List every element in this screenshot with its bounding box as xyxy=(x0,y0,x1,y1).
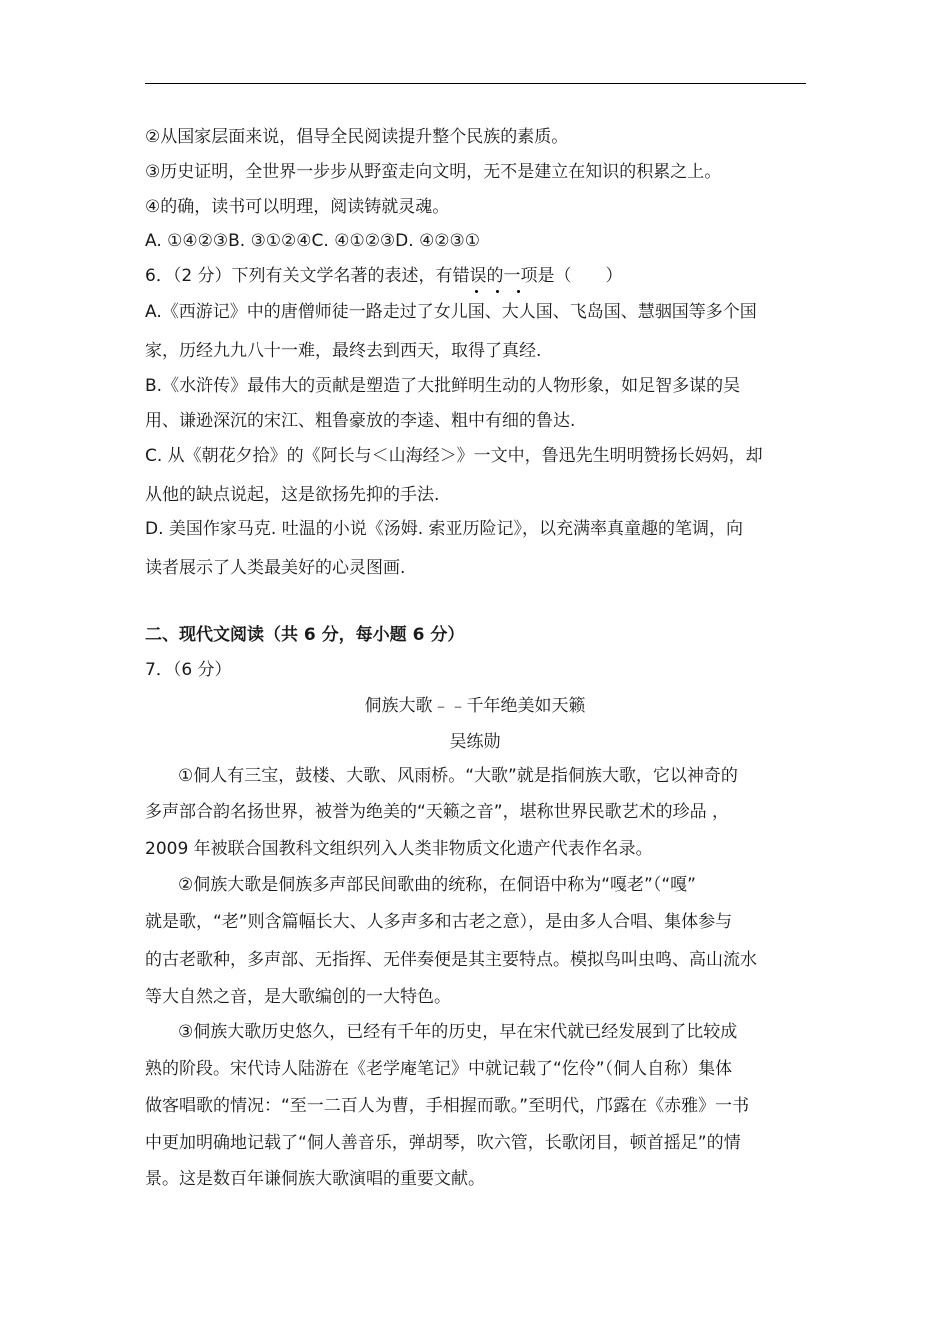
q6-stem-emphasis: 有错误 xyxy=(435,266,487,286)
emphasis-dot xyxy=(475,290,478,293)
article-title: 侗族大歌﹣﹣千年绝美如天籁 xyxy=(364,696,586,716)
q7-label: 7．（6 分） xyxy=(145,660,232,680)
paragraph-2-line3: 的古老歌种，多声部、无指挥、无伴奏便是其主要特点。模拟鸟叫虫鸣、高山流水 xyxy=(145,950,757,970)
paragraph-3-line3: 做客唱歌的情况：“至一二百人为曹，手相握而歌。”至明代，邝露在《赤雅》一书 xyxy=(145,1096,750,1116)
statement-2: ②从国家层面来说，倡导全民阅读提升整个民族的素质。 xyxy=(145,127,569,147)
q6-option-d-line2: 读者展示了人类最美好的心灵图画. xyxy=(145,558,406,578)
statement-4: ④的确，读书可以明理，阅读铸就灵魂。 xyxy=(145,197,450,217)
paragraph-3-line4: 中更加明确地记载了“侗人善音乐，弹胡琴，吹六管，长歌闭目，顿首摇足”的情 xyxy=(145,1133,741,1153)
emphasis-dot xyxy=(517,290,520,293)
q6-option-c-line1: C. 从《朝花夕拾》的《阿长与＜山海经＞》一文中，鲁迅先生明明赞扬长妈妈，却 xyxy=(145,446,763,466)
q6-option-a-line1: A.《西游记》中的唐僧师徒一路走过了女儿国、大人国、飞岛国、慧骃国等多个国 xyxy=(145,302,757,322)
q6-option-d-line1: D. 美国作家马克. 吐温的小说《汤姆. 索亚历险记》，以充满率真童趣的笔调，向 xyxy=(145,519,744,539)
q6-stem-pre: 6．（2 分）下列有关文学名著的表述， xyxy=(145,266,436,286)
paragraph-1-line3: 2009 年被联合国教科文组织列入人类非物质文化遗产代表作名录。 xyxy=(145,839,653,859)
q6-stem xyxy=(145,265,623,287)
q6-stem-post: 的一项是（ ） xyxy=(486,266,623,286)
emphasis-dot xyxy=(496,290,499,293)
section-heading: 二、现代文阅读（共 6 分，每小题 6 分） xyxy=(145,625,465,645)
q6-option-a-line2: 家，历经九九八十一难，最终去到西天，取得了真经. xyxy=(145,341,542,361)
q5-options: A. ①④②③B. ③①②④C. ④①②③D. ④②③① xyxy=(145,231,481,251)
paragraph-1-line1: ①侗人有三宝，鼓楼、大歌、风雨桥。“大歌”就是指侗族大歌，它以神奇的 xyxy=(178,766,738,786)
paragraph-3-line2: 熟的阶段。宋代诗人陆游在《老学庵笔记》中就记载了“仡伶”（侗人自称）集体 xyxy=(145,1059,733,1079)
paragraph-3-line5: 景。这是数百年谦侗族大歌演唱的重要文献。 xyxy=(145,1169,485,1189)
q6-option-b-line2: 用、谦逊深沉的宋江、粗鲁豪放的李逵、粗中有细的鲁达. xyxy=(145,411,576,431)
q6-option-b-line1: B.《水浒传》最伟大的贡献是塑造了大批鲜明生动的人物形象，如足智多谋的吴 xyxy=(145,376,741,396)
statement-3: ③历史证明，全世界一步步从野蛮走向文明，无不是建立在知识的积累之上。 xyxy=(145,162,722,182)
paragraph-2-line4: 等大自然之音，是大歌编创的一大特色。 xyxy=(145,987,451,1007)
paragraph-2-line2: 就是歌，“老”则含篇幅长大、人多声多和古老之意），是由多人合唱、集体参与 xyxy=(145,912,733,932)
article-author: 吴练勋 xyxy=(449,732,501,752)
header-rule xyxy=(145,83,806,84)
paragraph-3-line1: ③侗族大歌历史悠久，已经有千年的历史，早在宋代就已经发展到了比较成 xyxy=(178,1022,738,1042)
paragraph-2-line1: ②侗族大歌是侗族多声部民间歌曲的统称，在侗语中称为“嘎老”（“嘎” xyxy=(178,875,696,895)
paragraph-1-line2: 多声部合韵名扬世界，被誉为绝美的“天籁之音”，堪称世界民歌艺术的珍品 ， xyxy=(145,802,730,822)
q6-option-c-line2: 从他的缺点说起，这是欲扬先抑的手法. xyxy=(145,485,440,505)
